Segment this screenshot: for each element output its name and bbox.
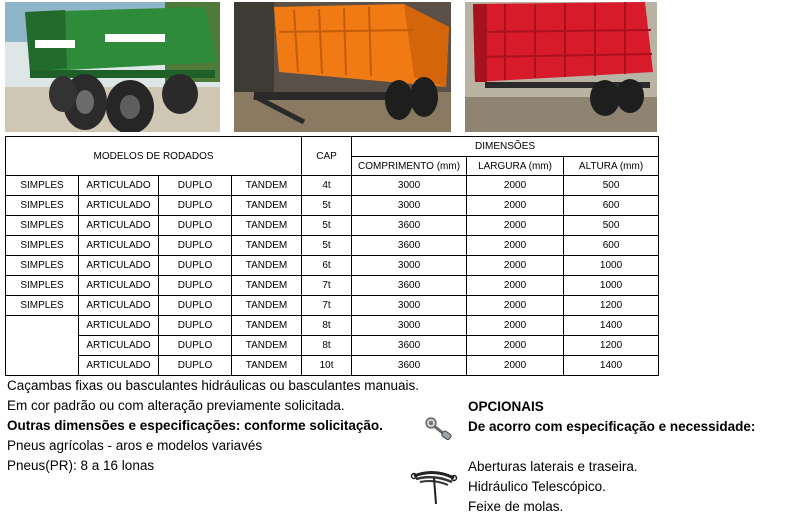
cell-cap: 7t: [302, 296, 352, 316]
cell-duplo: DUPLO: [159, 256, 232, 276]
table-row: [6, 256, 659, 276]
cell-largura: 2000: [467, 216, 564, 236]
header-cap: CAP: [302, 137, 352, 176]
cell-cap: 10t: [302, 356, 352, 376]
optional-item: Feixe de molas.: [468, 499, 564, 514]
cell-comprimento: 3600: [352, 276, 467, 296]
leaf-spring-icon: [410, 470, 458, 506]
cell-altura: 1000: [564, 276, 659, 296]
cell-altura: 1400: [564, 356, 659, 376]
cell-tandem: TANDEM: [232, 196, 302, 216]
cell-comprimento: 3000: [352, 196, 467, 216]
cell-tandem: TANDEM: [232, 176, 302, 196]
cell-altura: 1200: [564, 296, 659, 316]
cell-articulado: ARTICULADO: [79, 176, 159, 196]
cell-comprimento: 3600: [352, 356, 467, 376]
cell-simples-empty: [6, 316, 79, 376]
cell-largura: 2000: [467, 296, 564, 316]
cell-articulado: ARTICULADO: [79, 336, 159, 356]
header-dimensions: DIMENSÕES: [352, 137, 659, 157]
note-line-4: Pneus agrícolas - aros e modelos variavés: [7, 438, 263, 453]
cell-cap: 6t: [302, 256, 352, 276]
cell-simples: SIMPLES: [6, 296, 79, 316]
cell-tandem: TANDEM: [232, 256, 302, 276]
header-width: LARGURA (mm): [467, 157, 564, 176]
cell-duplo: DUPLO: [159, 316, 232, 336]
cell-simples: SIMPLES: [6, 236, 79, 256]
cell-articulado: ARTICULADO: [79, 196, 159, 216]
cell-cap: 8t: [302, 316, 352, 336]
cell-comprimento: 3000: [352, 256, 467, 276]
optionals-subtitle: De acorro com especificação e necessidade:: [468, 419, 756, 434]
cell-comprimento: 3600: [352, 336, 467, 356]
models-table: [5, 136, 659, 376]
cell-comprimento: 3600: [352, 236, 467, 256]
cell-tandem: TANDEM: [232, 336, 302, 356]
cell-tandem: TANDEM: [232, 216, 302, 236]
optional-item: Aberturas laterais e traseira.: [468, 459, 638, 474]
cell-largura: 2000: [467, 176, 564, 196]
orange-trailer-photo: [234, 2, 451, 132]
cell-comprimento: 3000: [352, 316, 467, 336]
cell-altura: 600: [564, 236, 659, 256]
cell-articulado: ARTICULADO: [79, 216, 159, 236]
cell-duplo: DUPLO: [159, 176, 232, 196]
table-row: [6, 316, 659, 336]
cell-duplo: DUPLO: [159, 216, 232, 236]
cell-duplo: DUPLO: [159, 356, 232, 376]
optionals-list: [468, 457, 638, 517]
cell-simples: SIMPLES: [6, 216, 79, 236]
optional-item: Hidráulico Telescópico.: [468, 479, 606, 494]
cell-duplo: DUPLO: [159, 196, 232, 216]
cell-altura: 600: [564, 196, 659, 216]
table-row: [6, 276, 659, 296]
header-models: MODELOS DE RODADOS: [6, 137, 302, 176]
cell-largura: 2000: [467, 256, 564, 276]
cell-duplo: DUPLO: [159, 276, 232, 296]
cell-largura: 2000: [467, 196, 564, 216]
optionals-title: OPCIONAIS: [468, 399, 544, 414]
cell-tandem: TANDEM: [232, 296, 302, 316]
cell-articulado: ARTICULADO: [79, 296, 159, 316]
table-row: [6, 196, 659, 216]
table-row: [6, 216, 659, 236]
cell-altura: 1000: [564, 256, 659, 276]
cell-duplo: DUPLO: [159, 236, 232, 256]
cell-tandem: TANDEM: [232, 236, 302, 256]
note-line-2: Em cor padrão ou com alteração previamente solicitada.: [7, 398, 345, 413]
notes-block: [7, 376, 419, 476]
cell-cap: 5t: [302, 196, 352, 216]
cell-altura: 1200: [564, 336, 659, 356]
table-row: [6, 356, 659, 376]
cell-altura: 1400: [564, 316, 659, 336]
cell-largura: 2000: [467, 336, 564, 356]
cell-simples: SIMPLES: [6, 196, 79, 216]
table-row: [6, 236, 659, 256]
cell-duplo: DUPLO: [159, 336, 232, 356]
cell-cap: 7t: [302, 276, 352, 296]
cell-cap: 8t: [302, 336, 352, 356]
cell-altura: 500: [564, 176, 659, 196]
cell-comprimento: 3600: [352, 216, 467, 236]
cell-simples: SIMPLES: [6, 256, 79, 276]
table-row: [6, 176, 659, 196]
hydraulic-valve-icon: [424, 416, 454, 442]
header-length: COMPRIMENTO (mm): [352, 157, 467, 176]
table-row: [6, 336, 659, 356]
cell-cap: 4t: [302, 176, 352, 196]
cell-articulado: ARTICULADO: [79, 276, 159, 296]
note-line-3: Outras dimensões e especificações: conforme solicitação.: [7, 418, 383, 433]
cell-largura: 2000: [467, 356, 564, 376]
cell-duplo: DUPLO: [159, 296, 232, 316]
cell-altura: 500: [564, 216, 659, 236]
cell-comprimento: 3000: [352, 176, 467, 196]
cell-largura: 2000: [467, 316, 564, 336]
cell-comprimento: 3000: [352, 296, 467, 316]
header-height: ALTURA (mm): [564, 157, 659, 176]
cell-cap: 5t: [302, 236, 352, 256]
red-trailer-photo: [465, 2, 657, 132]
cell-articulado: ARTICULADO: [79, 236, 159, 256]
green-trailer-photo: [5, 2, 220, 132]
cell-largura: 2000: [467, 236, 564, 256]
note-line-5: Pneus(PR): 8 a 16 lonas: [7, 458, 155, 473]
cell-articulado: ARTICULADO: [79, 256, 159, 276]
cell-simples: SIMPLES: [6, 276, 79, 296]
cell-largura: 2000: [467, 276, 564, 296]
note-line-1: Caçambas fixas ou basculantes hidráulicas ou basculantes manuais.: [7, 378, 419, 393]
cell-cap: 5t: [302, 216, 352, 236]
table-row: [6, 296, 659, 316]
cell-articulado: ARTICULADO: [79, 356, 159, 376]
cell-tandem: TANDEM: [232, 276, 302, 296]
cell-tandem: TANDEM: [232, 356, 302, 376]
cell-tandem: TANDEM: [232, 316, 302, 336]
cell-articulado: ARTICULADO: [79, 316, 159, 336]
cell-simples: SIMPLES: [6, 176, 79, 196]
